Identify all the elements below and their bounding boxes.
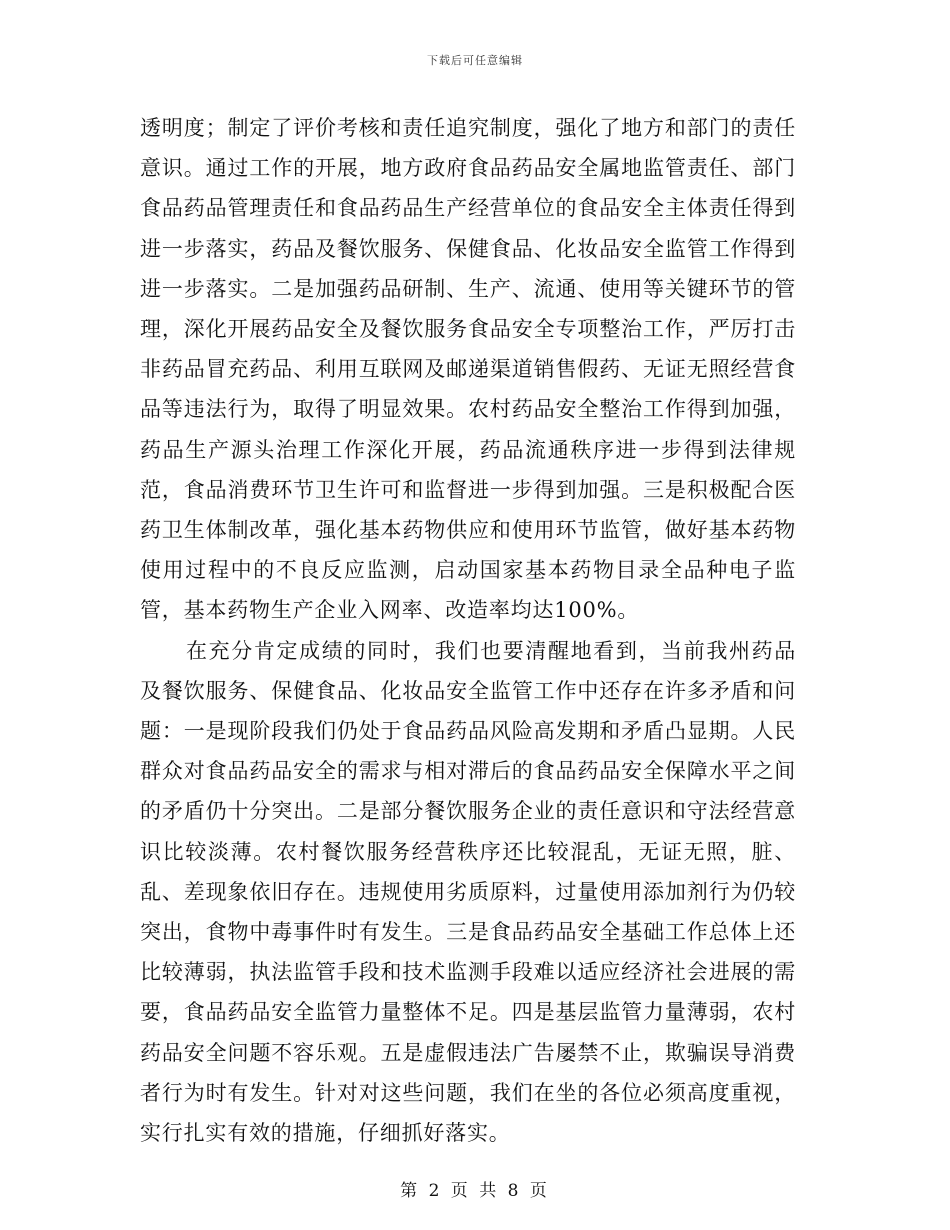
page-number-footer: 第 2 页 共 8 页 [400,1181,550,1201]
body-text [140,108,796,1153]
paragraph-problems: 在充分肯定成绩的同时，我们也要清醒地看到，当前我州药品及餐饮服务、保健食品、化妆品安全监管工作中还存在许多矛盾和问题：一是现阶段我们仍处于食品药品风险高发期和矛盾凸显期。人民群众对食品药品安全的需求与相对滞后的食品药品安全保障水平之间的矛盾仍十分突出。二是部分餐饮服务企业的责任意识和守法经营意识比较淡薄。农村餐饮服务经营秩序还比较混乱，无证无照，脏、乱、差现象依旧存在。违规使用劣质原料，过量使用添加剂行为仍较突出，食物中毒事件时有发生。三是食品药品安全基础工作总体上还比较薄弱，执法监管手段和技术监测手段难以适应经济社会进展的需要，食品药品安全监管力量整体不足。四是基层监管力量薄弱，农村药品安全问题不容乐观。五是虚假违法广告屡禁不止，欺骗误导消费者行为时有发生。针对对这些问题，我们在坐的各位必须高度重视，实行扎实有效的措施，仔细抓好落实。 [140,638,796,1146]
paragraph-continuation: 透明度；制定了评价考核和责任追究制度，强化了地方和部门的责任意识。通过工作的开展，地方政府食品药品安全属地监管责任、部门食品药品管理责任和食品药品生产经营单位的食品安全主体责任得到进一步落实，药品及餐饮服务、保健食品、化妆品安全监管工作得到进一步落实。二是加强药品研制、生产、流通、使用等关键环节的管理，深化开展药品安全及餐饮服务食品安全专项整治工作，严厉打击非药品冒充药品、利用互联网及邮递渠道销售假药、无证无照经营食品等违法行为，取得了明显效果。农村药品安全整治工作得到加强，药品生产源头治理工作深化开展，药品流通秩序进一步得到法律规范，食品消费环节卫生许可和监督进一步得到加强。三是积极配合医药卫生体制改革，强化基本药物供应和使用环节监管，做好基本药物使用过程中的不良反应监测，启动国家基本药物目录全品种电子监管，基本药物生产企业入网率、改造率均达100%。 [140,116,796,623]
header-note: 下载后可任意编辑 [427,54,523,67]
